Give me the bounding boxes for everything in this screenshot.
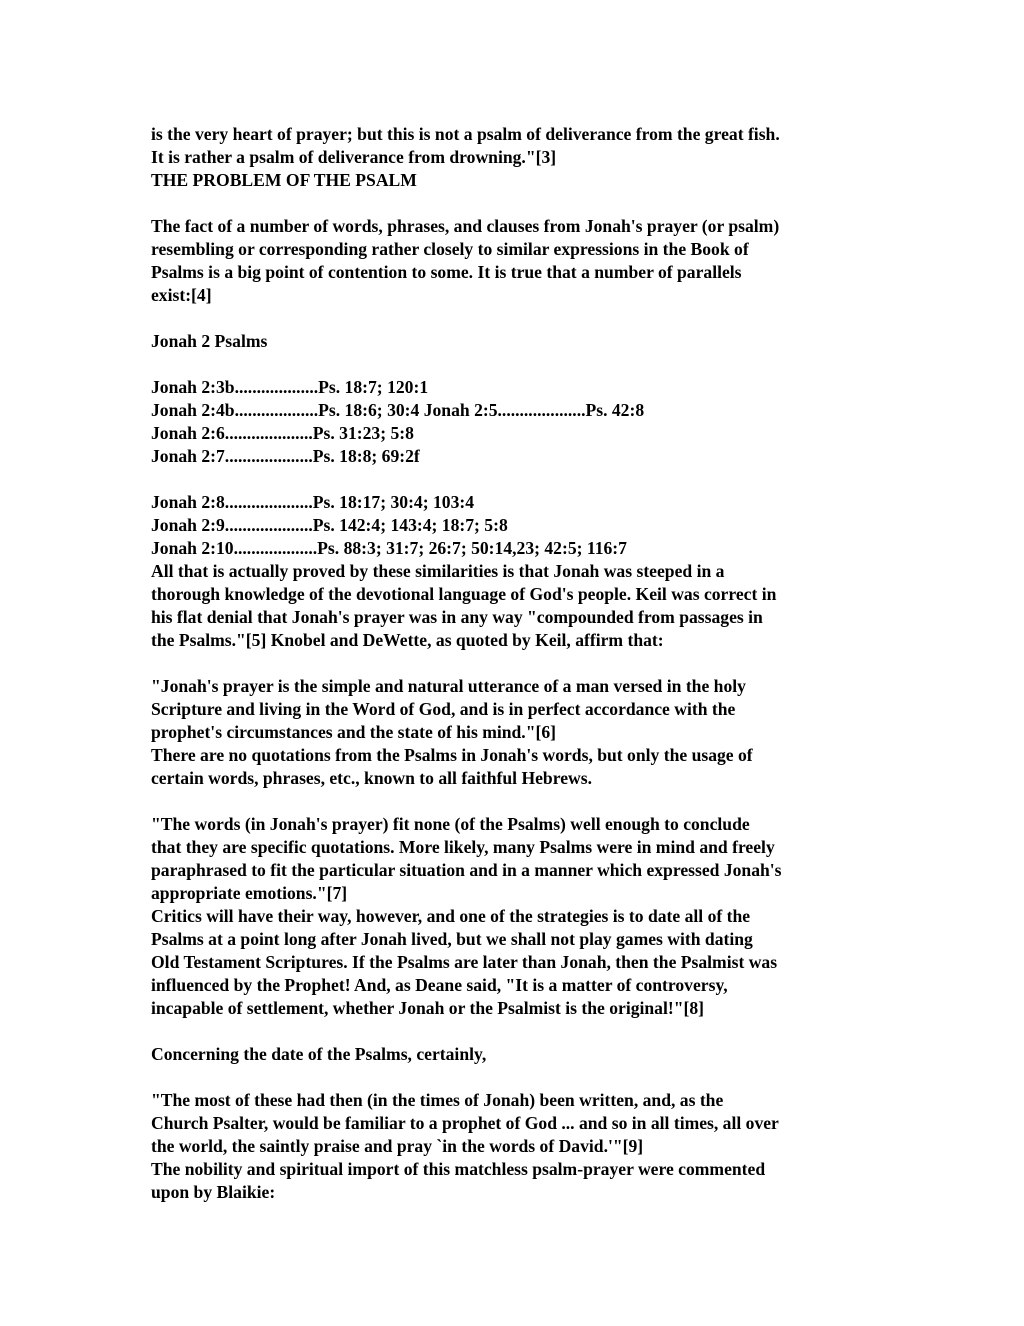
text-line: his flat denial that Jonah's prayer was in any way "compounded from passages in [151, 607, 763, 627]
text-line: Scripture and living in the Word of God, and is in perfect accordance with the [151, 699, 736, 719]
paragraph-block [151, 215, 891, 307]
text-line: paraphrased to fit the particular situation and in a manner which expressed Jonah's [151, 860, 782, 880]
text-line: that they are specific quotations. More likely, many Psalms were in mind and freely [151, 837, 775, 857]
text-line: appropriate emotions."[7] [151, 883, 348, 903]
paragraph-block [151, 1089, 891, 1204]
text-line: the Psalms."[5] Knobel and DeWette, as quoted by Keil, affirm that: [151, 630, 664, 650]
text-line: incapable of settlement, whether Jonah or the Psalmist is the original!"[8] [151, 998, 705, 1018]
parallel-row: Jonah 2:9....................Ps. 142:4; 143:4; 18:7; 5:8 [151, 515, 508, 535]
document-page [151, 123, 891, 1204]
section-heading: THE PROBLEM OF THE PSALM [151, 170, 417, 190]
text-line: certain words, phrases, etc., known to all faithful Hebrews. [151, 768, 592, 788]
text-line: All that is actually proved by these similarities is that Jonah was steeped in a [151, 561, 725, 581]
text-line: resembling or corresponding rather closely to similar expressions in the Book of [151, 239, 749, 259]
text-line: exist:[4] [151, 285, 212, 305]
parallel-row: Jonah 2:10...................Ps. 88:3; 31:7; 26:7; 50:14,23; 42:5; 116:7 [151, 538, 627, 558]
text-line: Concerning the date of the Psalms, certainly, [151, 1044, 487, 1064]
parallel-row: Jonah 2:8....................Ps. 18:17; 30:4; 103:4 [151, 492, 475, 512]
parallel-row: Jonah 2:4b...................Ps. 18:6; 30:4 Jonah 2:5....................Ps. 42:8 [151, 400, 645, 420]
parallel-row: Jonah 2:3b...................Ps. 18:7; 120:1 [151, 377, 429, 397]
text-line: It is rather a psalm of deliverance from drowning."[3] [151, 147, 557, 167]
text-line: is the very heart of prayer; but this is not a psalm of deliverance from the great fish. [151, 124, 780, 144]
text-line: "Jonah's prayer is the simple and natural utterance of a man versed in the holy [151, 676, 746, 696]
parallels-list [151, 376, 891, 468]
text-line: the world, the saintly praise and pray `in the words of David.'"[9] [151, 1136, 644, 1156]
parallel-row: Jonah 2:6....................Ps. 31:23; 5:8 [151, 423, 414, 443]
paragraph-block [151, 491, 891, 652]
parallels-table-header [151, 330, 891, 353]
text-line: influenced by the Prophet! And, as Deane said, "It is a matter of controversy, [151, 975, 728, 995]
paragraph-block [151, 813, 891, 1020]
text-line: The nobility and spiritual import of this matchless psalm-prayer were commented [151, 1159, 766, 1179]
text-line: Psalms is a big point of contention to some. It is true that a number of parallels [151, 262, 742, 282]
parallel-row: Jonah 2:7....................Ps. 18:8; 69:2f [151, 446, 420, 466]
text-line: Psalms at a point long after Jonah lived, but we shall not play games with dating [151, 929, 753, 949]
text-line: prophet's circumstances and the state of his mind."[6] [151, 722, 556, 742]
text-line: The fact of a number of words, phrases, and clauses from Jonah's prayer (or psalm) [151, 216, 780, 236]
text-line: There are no quotations from the Psalms in Jonah's words, but only the usage of [151, 745, 753, 765]
text-line: "The words (in Jonah's prayer) fit none (of the Psalms) well enough to conclude [151, 814, 750, 834]
text-line: Jonah 2 Psalms [151, 331, 268, 351]
text-line: Old Testament Scriptures. If the Psalms are later than Jonah, then the Psalmist was [151, 952, 778, 972]
paragraph-block [151, 675, 891, 790]
text-line: Church Psalter, would be familiar to a prophet of God ... and so in all times, all over [151, 1113, 779, 1133]
text-line: Critics will have their way, however, and one of the strategies is to date all of the [151, 906, 751, 926]
paragraph-block [151, 1043, 891, 1066]
paragraph-block [151, 123, 891, 192]
text-line: "The most of these had then (in the times of Jonah) been written, and, as the [151, 1090, 724, 1110]
text-line: upon by Blaikie: [151, 1182, 276, 1202]
text-line: thorough knowledge of the devotional language of God's people. Keil was correct in [151, 584, 777, 604]
